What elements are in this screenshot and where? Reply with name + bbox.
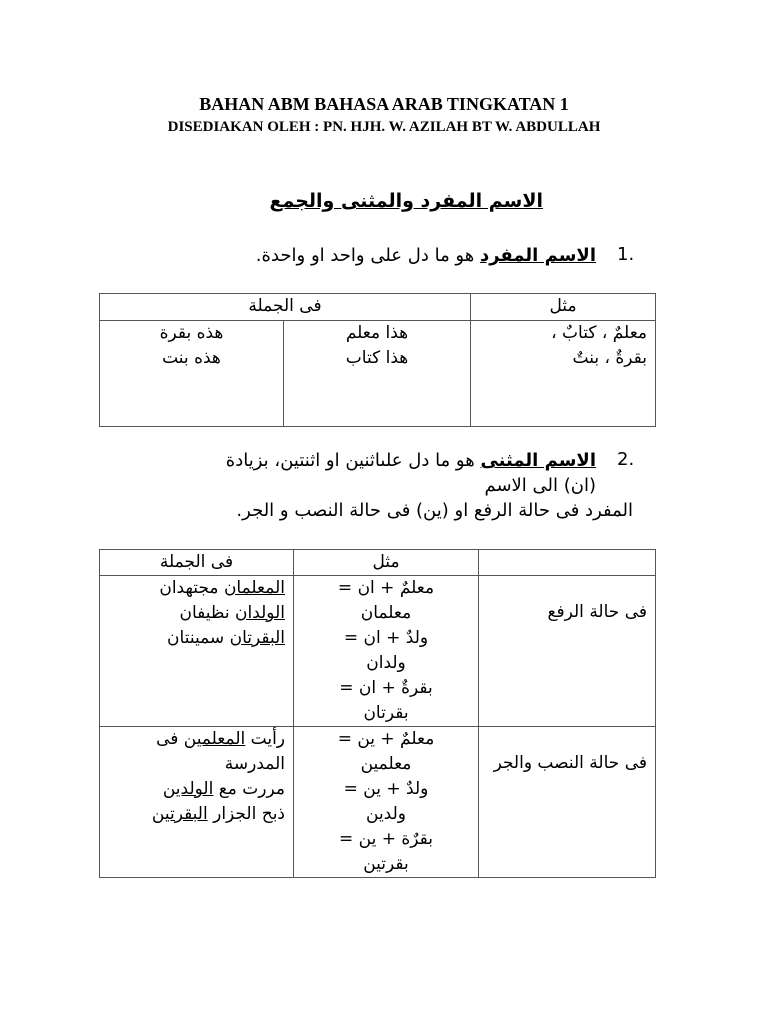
table1-example-cell [471, 321, 656, 427]
table1-header-sentence: فى الجملة [100, 294, 471, 321]
table2-sentence [108, 727, 285, 777]
table2-header-case [479, 550, 656, 576]
table2-header-sentence: فى الجملة [100, 550, 294, 576]
table2-sentence-rest: سمينتان [167, 628, 230, 648]
section2-number: 2. [617, 449, 635, 470]
table2-example-line: معلمين [360, 754, 412, 774]
table2-sentence-cell [100, 727, 294, 878]
section1-text [256, 243, 596, 268]
section2-line: (ان) الى الاسم [484, 475, 596, 496]
section2-line [96, 448, 596, 473]
table2-example-line: بقرٌة + ين = [339, 829, 433, 849]
section1-definition: هو ما دل على واحد او واحدة. [255, 245, 480, 266]
table2-dual-word: البقرتين [151, 804, 208, 824]
table2-sentence-rest: مررت مع [213, 779, 285, 799]
table1-example-line: بقرةٌ ، بنتٌ [572, 348, 647, 368]
doc-header-author: DISEDIAKAN OLEH : PN. HJH. W. AZILAH BT W. ABDULLAH [167, 119, 601, 135]
table1-header-example: مثل [471, 294, 656, 321]
section2-term: الاسم المثنى [480, 450, 596, 471]
table1-sentence: هذا كتاب [345, 348, 409, 368]
table1-sentence: هذه بنت [162, 348, 221, 368]
table2-sentence [108, 777, 285, 802]
table2-example-line: بقرتان [363, 703, 409, 723]
section2-text [96, 448, 596, 473]
table2-example-line: معلمان [360, 603, 412, 623]
table2-case-nominative: فى حالة الرفع [479, 576, 656, 727]
table2-sentence-cell [100, 576, 294, 727]
table2-sentence-rest: فى المدرسة [156, 729, 285, 774]
table2-sentence-rest: مجتهدان [159, 578, 224, 598]
table2-sentence [108, 626, 285, 651]
table2-sentence-rest: رأيت [245, 729, 285, 749]
table2-header-example: مثل [294, 550, 479, 576]
table2-sentence [108, 802, 285, 827]
section1-number: 1. [617, 244, 635, 265]
table2-dual-word: الولدان [235, 603, 285, 623]
table2-example-line: ولدان [366, 653, 406, 673]
table2-dual-word: المعلمان [223, 578, 285, 598]
table2-example-line: بقرتين [363, 854, 409, 874]
dual-table [99, 549, 656, 878]
table2-sentence-rest: ذبح الجزار [207, 804, 285, 824]
singular-table [99, 293, 656, 427]
section1-term: الاسم المفرد [479, 245, 596, 266]
table1-sentence: هذا معلم [345, 323, 409, 343]
table2-sentence [108, 601, 285, 626]
table2-dual-word: الولدين [162, 779, 214, 799]
table1-sentence: هذه بقرة [159, 323, 224, 343]
table1-sentence-cell [100, 321, 284, 427]
table2-example-line: ولدٌ + ان = [343, 628, 429, 648]
table2-example-line: معلمٌ + ان = [337, 578, 435, 598]
table2-example-line: ولدين [366, 804, 406, 824]
table1-example-line: معلمٌ ، كتابٌ ، [551, 323, 647, 343]
table2-dual-word: البقرتان [229, 628, 285, 648]
table2-sentence [108, 576, 285, 601]
table2-example-line: بقرةٌ + ان = [339, 678, 433, 698]
table2-case-accusative-genitive: فى حالة النصب والجر [479, 727, 656, 878]
table2-sentence-rest: نظيفان [179, 603, 235, 623]
table2-dual-word: المعلمين [183, 729, 246, 749]
table2-example-cell [294, 576, 479, 727]
doc-header-title: BAHAN ABM BAHASA ARAB TINGKATAN 1 [199, 94, 569, 114]
table2-example-cell [294, 727, 479, 878]
section2-line: المفرد فى حالة الرفع او (ين) فى حالة النصب و الجر. [236, 500, 633, 521]
page-title: الاسم المفرد والمثنى والجمع [269, 190, 543, 212]
table2-example-line: معلمٌ + ين = [337, 729, 435, 749]
table2-example-line: ولدٌ + ين = [343, 779, 429, 799]
section2-definition: هو ما دل علىاثنين او اثنتين، بزيادة [225, 450, 481, 471]
table-row [100, 576, 656, 727]
table-row [100, 727, 656, 878]
table1-sentence-cell [284, 321, 471, 427]
